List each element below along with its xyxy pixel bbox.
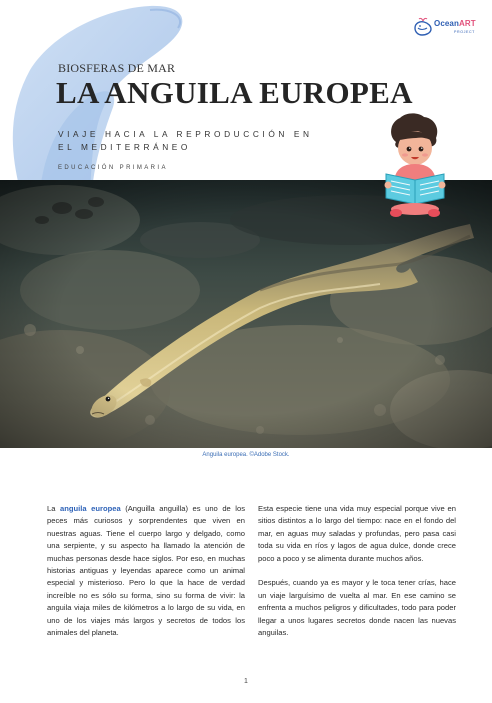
- page-number: 1: [244, 678, 248, 685]
- species-highlight: anguila europea: [60, 504, 121, 513]
- paragraph-intro: [47, 503, 245, 639]
- body-column-right: [258, 503, 456, 639]
- whale-logo-icon: [412, 16, 434, 38]
- photo-caption: Anguila europea. ©Adobe Stock.: [202, 452, 290, 458]
- ocean-art-project-logo: [412, 14, 484, 40]
- education-level-label: EDUCACIÓN PRIMARIA: [58, 165, 168, 171]
- paragraph-habitat: Esta especie tiene una vida muy especial porque vive en sitios distintos a lo largo del tiempo: nace en el fondo del mar, en aguas muy saladas y profundas, pero pasa casi toda su vida en ríos y lagos de agua dulce, donde crece poco a poco y se alimenta durante muchos años.: [258, 504, 456, 563]
- logo-word-ocean: Ocean: [434, 19, 459, 28]
- series-label: BIOSFERAS DE MAR: [58, 61, 176, 75]
- logo-tagline: PROJECT: [454, 30, 475, 34]
- reading-child-illustration: [378, 112, 452, 222]
- page-title: LA ANGUILA EUROPEA: [56, 75, 413, 110]
- paragraph-migration: Después, cuando ya es mayor y le toca tener crías, hace un viaje larguísimo de vuelta al mar. En ese camino se enfrenta a muchos peligros y dificultades, todo para poder llegar a unos lugares secretos donde nacen las nuevas anguilas.: [258, 578, 456, 638]
- paragraph-intro-lead: La: [47, 504, 60, 513]
- logo-word-art: ART: [458, 19, 476, 28]
- logo-wordmark: [434, 19, 476, 28]
- paragraph-intro-text: (Anguilla anguilla) es uno de los peces más curiosos y sorprendentes que viven en nuestras aguas. Tiene el cuerpo largo y delgado, como una serpiente, y su aspecto ha llamado la atención de muchas personas desde hace siglos. Por eso, en muchas historias antiguas y leyendas aparece como un animal especial y misterioso. Pero lo que la hace de verdad increíble no es sólo su forma, sino su forma de vivir: la anguila viaja miles de kilómetros a lo largo de su vida, en uno de los viajes más largos y secretos de todos los animales del planeta.: [47, 504, 246, 638]
- page-subtitle: VIAJE HACIA LA REPRODUCCIÓN EN EL MEDITERRÁNEO: [58, 129, 313, 152]
- body-column-left: [47, 503, 245, 639]
